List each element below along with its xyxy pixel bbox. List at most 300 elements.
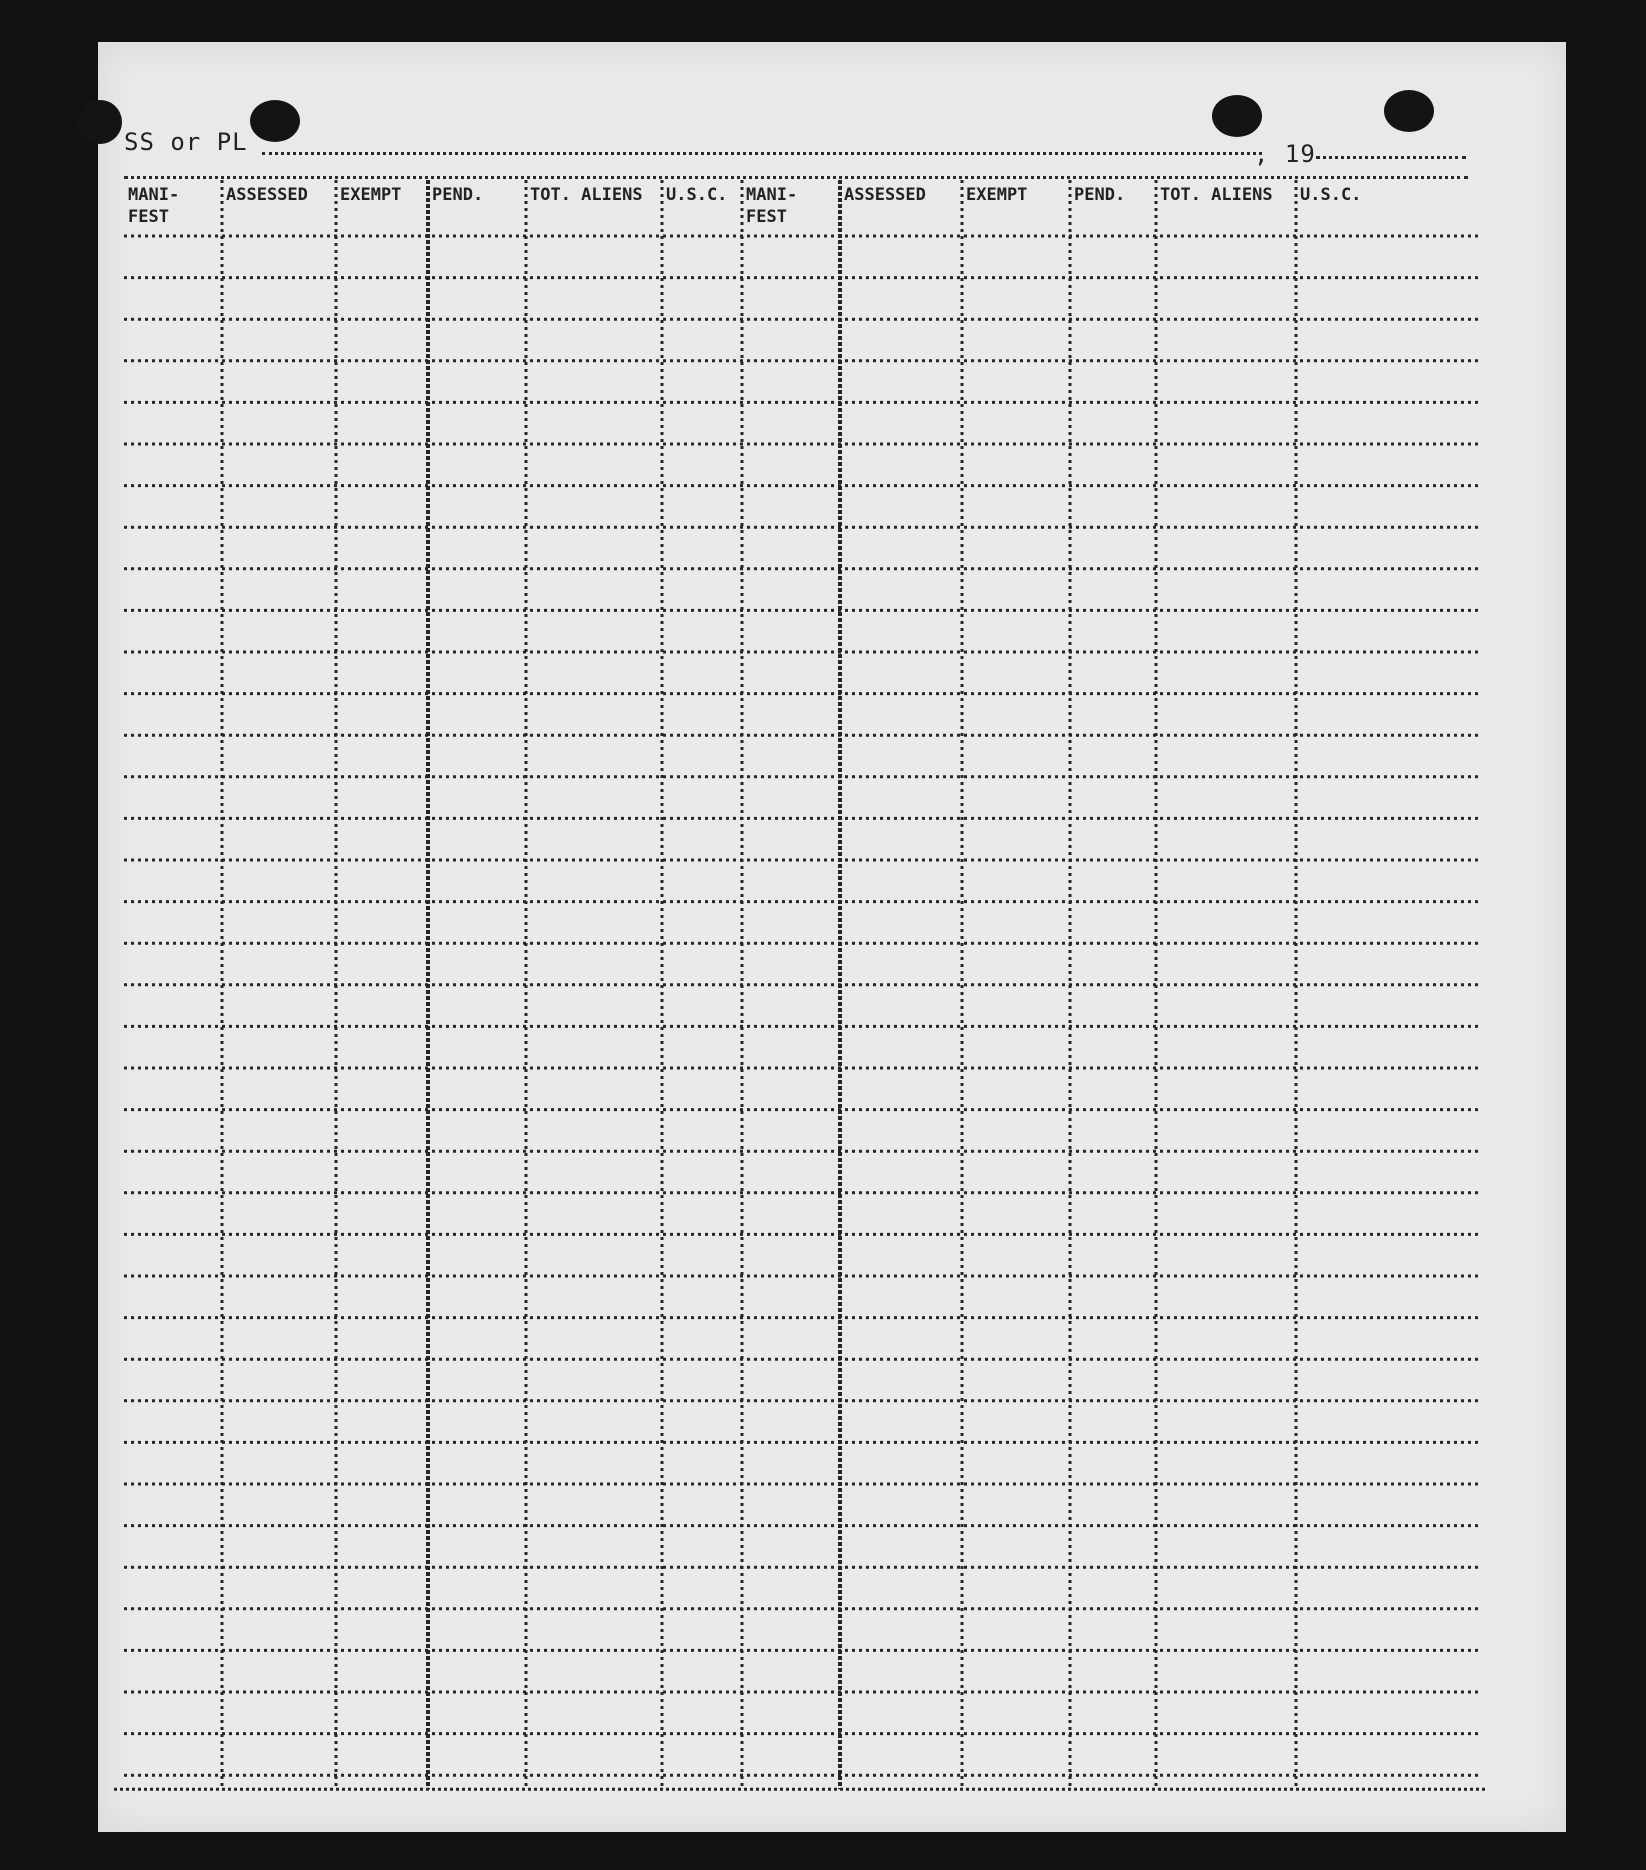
ledger-cell[interactable] bbox=[1158, 779, 1294, 817]
ledger-cell[interactable] bbox=[1298, 779, 1476, 817]
ledger-cell[interactable] bbox=[528, 1694, 660, 1732]
ledger-cell[interactable] bbox=[744, 1444, 838, 1482]
ledger-cell[interactable] bbox=[842, 862, 960, 900]
ledger-cell[interactable] bbox=[528, 1444, 660, 1482]
ledger-cell[interactable] bbox=[964, 945, 1068, 983]
ledger-cell[interactable] bbox=[744, 654, 838, 692]
ledger-cell[interactable] bbox=[1072, 1278, 1154, 1316]
ledger-cell[interactable] bbox=[430, 1195, 524, 1233]
ledger-cell[interactable] bbox=[1158, 1486, 1294, 1524]
ledger-cell[interactable] bbox=[1072, 571, 1154, 609]
ledger-cell[interactable] bbox=[842, 1195, 960, 1233]
ledger-cell[interactable] bbox=[528, 654, 660, 692]
ledger-cell[interactable] bbox=[964, 1403, 1068, 1441]
ledger-cell[interactable] bbox=[126, 363, 220, 401]
ledger-cell[interactable] bbox=[664, 1694, 740, 1732]
ledger-cell[interactable] bbox=[528, 1278, 660, 1316]
ledger-cell[interactable] bbox=[664, 654, 740, 692]
ledger-cell[interactable] bbox=[1158, 904, 1294, 942]
ledger-cell[interactable] bbox=[1298, 1070, 1476, 1108]
ledger-cell[interactable] bbox=[430, 612, 524, 650]
ledger-cell[interactable] bbox=[1298, 529, 1476, 567]
ledger-cell[interactable] bbox=[338, 1278, 426, 1316]
ledger-cell[interactable] bbox=[528, 571, 660, 609]
ledger-cell[interactable] bbox=[744, 612, 838, 650]
ledger-cell[interactable] bbox=[744, 1320, 838, 1358]
ledger-cell[interactable] bbox=[664, 363, 740, 401]
ledger-cell[interactable] bbox=[126, 1153, 220, 1191]
ledger-cell[interactable] bbox=[1298, 945, 1476, 983]
ledger-cell[interactable] bbox=[964, 1028, 1068, 1066]
ledger-cell[interactable] bbox=[338, 571, 426, 609]
ledger-cell[interactable] bbox=[224, 904, 334, 942]
ledger-cell[interactable] bbox=[338, 446, 426, 484]
ledger-cell[interactable] bbox=[430, 1028, 524, 1066]
ledger-cell[interactable] bbox=[430, 571, 524, 609]
ledger-cell[interactable] bbox=[1158, 737, 1294, 775]
ledger-cell[interactable] bbox=[1158, 1361, 1294, 1399]
ledger-cell[interactable] bbox=[126, 612, 220, 650]
ledger-cell[interactable] bbox=[744, 1195, 838, 1233]
ledger-cell[interactable] bbox=[842, 1569, 960, 1607]
ledger-cell[interactable] bbox=[1072, 1112, 1154, 1150]
ledger-cell[interactable] bbox=[338, 904, 426, 942]
ledger-cell[interactable] bbox=[430, 1611, 524, 1649]
ledger-cell[interactable] bbox=[1298, 1528, 1476, 1566]
ledger-cell[interactable] bbox=[528, 1569, 660, 1607]
ledger-cell[interactable] bbox=[744, 1403, 838, 1441]
ledger-cell[interactable] bbox=[1158, 238, 1294, 276]
ledger-cell[interactable] bbox=[224, 363, 334, 401]
ledger-cell[interactable] bbox=[338, 1736, 426, 1774]
ledger-cell[interactable] bbox=[224, 945, 334, 983]
ledger-cell[interactable] bbox=[528, 1486, 660, 1524]
ledger-cell[interactable] bbox=[842, 571, 960, 609]
ledger-cell[interactable] bbox=[842, 779, 960, 817]
ledger-cell[interactable] bbox=[224, 280, 334, 318]
ledger-cell[interactable] bbox=[528, 820, 660, 858]
ledger-cell[interactable] bbox=[664, 1112, 740, 1150]
ledger-cell[interactable] bbox=[430, 1320, 524, 1358]
ledger-cell[interactable] bbox=[842, 1278, 960, 1316]
ledger-cell[interactable] bbox=[126, 321, 220, 359]
ledger-cell[interactable] bbox=[224, 321, 334, 359]
ledger-cell[interactable] bbox=[224, 1528, 334, 1566]
ledger-cell[interactable] bbox=[744, 280, 838, 318]
ledger-cell[interactable] bbox=[126, 1236, 220, 1274]
ledger-cell[interactable] bbox=[528, 987, 660, 1025]
ledger-cell[interactable] bbox=[964, 1236, 1068, 1274]
ledger-cell[interactable] bbox=[224, 1611, 334, 1649]
ledger-cell[interactable] bbox=[964, 1736, 1068, 1774]
ledger-cell[interactable] bbox=[1072, 945, 1154, 983]
ledger-cell[interactable] bbox=[744, 488, 838, 526]
ledger-cell[interactable] bbox=[1158, 1652, 1294, 1690]
ledger-cell[interactable] bbox=[664, 1153, 740, 1191]
ledger-cell[interactable] bbox=[126, 1528, 220, 1566]
ledger-cell[interactable] bbox=[430, 1112, 524, 1150]
ledger-cell[interactable] bbox=[528, 529, 660, 567]
ledger-cell[interactable] bbox=[126, 904, 220, 942]
ledger-cell[interactable] bbox=[664, 945, 740, 983]
ledger-cell[interactable] bbox=[528, 363, 660, 401]
ledger-cell[interactable] bbox=[1072, 1528, 1154, 1566]
ledger-cell[interactable] bbox=[744, 1236, 838, 1274]
ledger-cell[interactable] bbox=[1072, 1694, 1154, 1732]
ledger-cell[interactable] bbox=[224, 1361, 334, 1399]
ledger-cell[interactable] bbox=[842, 987, 960, 1025]
ledger-cell[interactable] bbox=[338, 1320, 426, 1358]
ledger-cell[interactable] bbox=[1072, 1195, 1154, 1233]
ledger-cell[interactable] bbox=[964, 321, 1068, 359]
ledger-cell[interactable] bbox=[964, 1652, 1068, 1690]
ledger-cell[interactable] bbox=[744, 238, 838, 276]
ledger-cell[interactable] bbox=[338, 1569, 426, 1607]
ledger-cell[interactable] bbox=[1298, 1652, 1476, 1690]
ledger-cell[interactable] bbox=[430, 1070, 524, 1108]
ledger-cell[interactable] bbox=[430, 945, 524, 983]
ledger-cell[interactable] bbox=[430, 1694, 524, 1732]
ledger-cell[interactable] bbox=[964, 820, 1068, 858]
ledger-cell[interactable] bbox=[528, 280, 660, 318]
ledger-cell[interactable] bbox=[1298, 904, 1476, 942]
ledger-cell[interactable] bbox=[430, 1736, 524, 1774]
ledger-cell[interactable] bbox=[224, 571, 334, 609]
ledger-cell[interactable] bbox=[1158, 363, 1294, 401]
ledger-cell[interactable] bbox=[430, 654, 524, 692]
ledger-cell[interactable] bbox=[224, 488, 334, 526]
ledger-cell[interactable] bbox=[1298, 862, 1476, 900]
ledger-cell[interactable] bbox=[664, 404, 740, 442]
ledger-cell[interactable] bbox=[126, 696, 220, 734]
ledger-cell[interactable] bbox=[224, 1028, 334, 1066]
ledger-cell[interactable] bbox=[224, 529, 334, 567]
ledger-cell[interactable] bbox=[842, 1736, 960, 1774]
ledger-cell[interactable] bbox=[126, 1486, 220, 1524]
ledger-cell[interactable] bbox=[1158, 1403, 1294, 1441]
ledger-cell[interactable] bbox=[430, 529, 524, 567]
ledger-cell[interactable] bbox=[430, 1486, 524, 1524]
ledger-cell[interactable] bbox=[224, 1569, 334, 1607]
ledger-cell[interactable] bbox=[126, 1195, 220, 1233]
ledger-cell[interactable] bbox=[528, 1611, 660, 1649]
ledger-cell[interactable] bbox=[338, 779, 426, 817]
ledger-cell[interactable] bbox=[1158, 820, 1294, 858]
ledger-cell[interactable] bbox=[744, 1569, 838, 1607]
ledger-cell[interactable] bbox=[1298, 1361, 1476, 1399]
ledger-cell[interactable] bbox=[338, 1070, 426, 1108]
ledger-cell[interactable] bbox=[842, 1070, 960, 1108]
ledger-cell[interactable] bbox=[430, 1569, 524, 1607]
ledger-cell[interactable] bbox=[964, 1195, 1068, 1233]
ledger-cell[interactable] bbox=[1158, 446, 1294, 484]
ledger-cell[interactable] bbox=[528, 862, 660, 900]
ledger-cell[interactable] bbox=[338, 612, 426, 650]
ledger-cell[interactable] bbox=[224, 737, 334, 775]
ledger-cell[interactable] bbox=[224, 1320, 334, 1358]
ledger-cell[interactable] bbox=[964, 529, 1068, 567]
ledger-cell[interactable] bbox=[744, 1486, 838, 1524]
ledger-cell[interactable] bbox=[224, 779, 334, 817]
ledger-cell[interactable] bbox=[126, 987, 220, 1025]
ledger-cell[interactable] bbox=[1072, 1611, 1154, 1649]
ledger-cell[interactable] bbox=[1298, 987, 1476, 1025]
ledger-cell[interactable] bbox=[664, 987, 740, 1025]
ledger-cell[interactable] bbox=[1298, 321, 1476, 359]
ledger-cell[interactable] bbox=[664, 238, 740, 276]
ledger-cell[interactable] bbox=[126, 488, 220, 526]
ledger-cell[interactable] bbox=[430, 1403, 524, 1441]
ledger-cell[interactable] bbox=[430, 862, 524, 900]
ledger-cell[interactable] bbox=[1158, 1611, 1294, 1649]
ledger-cell[interactable] bbox=[964, 1112, 1068, 1150]
ledger-cell[interactable] bbox=[842, 529, 960, 567]
ledger-cell[interactable] bbox=[224, 1652, 334, 1690]
ledger-cell[interactable] bbox=[1072, 779, 1154, 817]
ledger-cell[interactable] bbox=[664, 1361, 740, 1399]
ledger-cell[interactable] bbox=[744, 1112, 838, 1150]
ledger-cell[interactable] bbox=[842, 488, 960, 526]
ledger-cell[interactable] bbox=[1072, 904, 1154, 942]
ledger-cell[interactable] bbox=[1298, 1195, 1476, 1233]
ledger-cell[interactable] bbox=[1158, 612, 1294, 650]
ledger-cell[interactable] bbox=[338, 404, 426, 442]
ledger-cell[interactable] bbox=[664, 529, 740, 567]
ledger-cell[interactable] bbox=[744, 1528, 838, 1566]
ledger-cell[interactable] bbox=[744, 1736, 838, 1774]
ledger-cell[interactable] bbox=[1072, 1153, 1154, 1191]
ledger-cell[interactable] bbox=[664, 280, 740, 318]
ledger-cell[interactable] bbox=[126, 1569, 220, 1607]
ledger-cell[interactable] bbox=[430, 1236, 524, 1274]
ledger-cell[interactable] bbox=[1072, 1486, 1154, 1524]
ledger-cell[interactable] bbox=[842, 612, 960, 650]
ledger-cell[interactable] bbox=[224, 1195, 334, 1233]
ledger-cell[interactable] bbox=[430, 363, 524, 401]
ledger-cell[interactable] bbox=[664, 737, 740, 775]
ledger-cell[interactable] bbox=[224, 654, 334, 692]
ledger-cell[interactable] bbox=[528, 1028, 660, 1066]
ledger-cell[interactable] bbox=[528, 1070, 660, 1108]
ledger-cell[interactable] bbox=[338, 1236, 426, 1274]
ledger-cell[interactable] bbox=[338, 654, 426, 692]
ledger-cell[interactable] bbox=[224, 446, 334, 484]
ledger-cell[interactable] bbox=[430, 446, 524, 484]
ledger-cell[interactable] bbox=[126, 737, 220, 775]
ledger-cell[interactable] bbox=[430, 904, 524, 942]
ledger-cell[interactable] bbox=[126, 1694, 220, 1732]
ledger-cell[interactable] bbox=[664, 1528, 740, 1566]
ledger-cell[interactable] bbox=[1158, 862, 1294, 900]
ledger-cell[interactable] bbox=[1072, 1444, 1154, 1482]
ledger-cell[interactable] bbox=[964, 904, 1068, 942]
ledger-cell[interactable] bbox=[430, 238, 524, 276]
ledger-cell[interactable] bbox=[430, 1652, 524, 1690]
ledger-cell[interactable] bbox=[1298, 1569, 1476, 1607]
ledger-cell[interactable] bbox=[126, 529, 220, 567]
ledger-cell[interactable] bbox=[126, 280, 220, 318]
ledger-cell[interactable] bbox=[1072, 696, 1154, 734]
ledger-cell[interactable] bbox=[1298, 820, 1476, 858]
ledger-cell[interactable] bbox=[338, 1028, 426, 1066]
ledger-cell[interactable] bbox=[842, 1112, 960, 1150]
ledger-cell[interactable] bbox=[744, 1361, 838, 1399]
ledger-cell[interactable] bbox=[126, 1611, 220, 1649]
ledger-cell[interactable] bbox=[126, 1278, 220, 1316]
ledger-cell[interactable] bbox=[1298, 1153, 1476, 1191]
ledger-cell[interactable] bbox=[528, 1528, 660, 1566]
ledger-cell[interactable] bbox=[664, 1320, 740, 1358]
ledger-cell[interactable] bbox=[430, 1444, 524, 1482]
ledger-cell[interactable] bbox=[1072, 1569, 1154, 1607]
ledger-cell[interactable] bbox=[338, 1652, 426, 1690]
ledger-cell[interactable] bbox=[664, 1403, 740, 1441]
ledger-cell[interactable] bbox=[126, 779, 220, 817]
ledger-cell[interactable] bbox=[664, 1652, 740, 1690]
ledger-cell[interactable] bbox=[1158, 571, 1294, 609]
ledger-cell[interactable] bbox=[1298, 1028, 1476, 1066]
ledger-cell[interactable] bbox=[842, 1652, 960, 1690]
ledger-cell[interactable] bbox=[964, 446, 1068, 484]
ledger-cell[interactable] bbox=[1072, 488, 1154, 526]
ledger-cell[interactable] bbox=[430, 737, 524, 775]
ledger-cell[interactable] bbox=[1298, 696, 1476, 734]
ledger-cell[interactable] bbox=[224, 1153, 334, 1191]
ledger-cell[interactable] bbox=[224, 1278, 334, 1316]
ledger-cell[interactable] bbox=[224, 696, 334, 734]
ledger-cell[interactable] bbox=[1298, 1403, 1476, 1441]
ledger-cell[interactable] bbox=[1158, 404, 1294, 442]
ledger-cell[interactable] bbox=[338, 1694, 426, 1732]
ledger-cell[interactable] bbox=[744, 404, 838, 442]
ledger-cell[interactable] bbox=[964, 987, 1068, 1025]
ledger-cell[interactable] bbox=[1072, 612, 1154, 650]
ledger-cell[interactable] bbox=[664, 1236, 740, 1274]
ledger-cell[interactable] bbox=[964, 363, 1068, 401]
ledger-cell[interactable] bbox=[664, 488, 740, 526]
ledger-cell[interactable] bbox=[224, 612, 334, 650]
ledger-cell[interactable] bbox=[126, 404, 220, 442]
ledger-cell[interactable] bbox=[1158, 1153, 1294, 1191]
ledger-cell[interactable] bbox=[338, 363, 426, 401]
ledger-cell[interactable] bbox=[528, 1320, 660, 1358]
ledger-cell[interactable] bbox=[126, 1652, 220, 1690]
ledger-cell[interactable] bbox=[338, 321, 426, 359]
ledger-cell[interactable] bbox=[664, 1611, 740, 1649]
ledger-cell[interactable] bbox=[430, 488, 524, 526]
ledger-cell[interactable] bbox=[1072, 280, 1154, 318]
ledger-cell[interactable] bbox=[224, 862, 334, 900]
ledger-cell[interactable] bbox=[1298, 612, 1476, 650]
ledger-cell[interactable] bbox=[1072, 654, 1154, 692]
ledger-cell[interactable] bbox=[1298, 238, 1476, 276]
ledger-cell[interactable] bbox=[744, 1278, 838, 1316]
ledger-cell[interactable] bbox=[338, 862, 426, 900]
ledger-cell[interactable] bbox=[842, 1403, 960, 1441]
ledger-cell[interactable] bbox=[842, 1153, 960, 1191]
ledger-cell[interactable] bbox=[1158, 1278, 1294, 1316]
ledger-cell[interactable] bbox=[664, 1444, 740, 1482]
ledger-cell[interactable] bbox=[1158, 1444, 1294, 1482]
ledger-cell[interactable] bbox=[338, 1611, 426, 1649]
ledger-cell[interactable] bbox=[1158, 1320, 1294, 1358]
ledger-cell[interactable] bbox=[744, 820, 838, 858]
ledger-cell[interactable] bbox=[528, 1736, 660, 1774]
ledger-cell[interactable] bbox=[338, 238, 426, 276]
ledger-cell[interactable] bbox=[430, 1278, 524, 1316]
ledger-cell[interactable] bbox=[1158, 529, 1294, 567]
ledger-cell[interactable] bbox=[1072, 1361, 1154, 1399]
ledger-cell[interactable] bbox=[664, 779, 740, 817]
ledger-cell[interactable] bbox=[964, 862, 1068, 900]
ledger-cell[interactable] bbox=[1072, 404, 1154, 442]
ledger-cell[interactable] bbox=[126, 1736, 220, 1774]
ledger-cell[interactable] bbox=[224, 1112, 334, 1150]
ledger-cell[interactable] bbox=[744, 363, 838, 401]
ledger-cell[interactable] bbox=[964, 779, 1068, 817]
ledger-cell[interactable] bbox=[744, 446, 838, 484]
ledger-cell[interactable] bbox=[842, 1028, 960, 1066]
ledger-cell[interactable] bbox=[1158, 1195, 1294, 1233]
ledger-cell[interactable] bbox=[744, 1611, 838, 1649]
ledger-cell[interactable] bbox=[744, 1652, 838, 1690]
ledger-cell[interactable] bbox=[964, 1444, 1068, 1482]
ledger-cell[interactable] bbox=[224, 1236, 334, 1274]
ledger-cell[interactable] bbox=[1158, 1236, 1294, 1274]
ledger-cell[interactable] bbox=[338, 1403, 426, 1441]
ledger-cell[interactable] bbox=[1158, 1736, 1294, 1774]
ledger-cell[interactable] bbox=[1158, 321, 1294, 359]
ledger-cell[interactable] bbox=[964, 1569, 1068, 1607]
ledger-cell[interactable] bbox=[338, 1361, 426, 1399]
ledger-cell[interactable] bbox=[528, 1112, 660, 1150]
ledger-cell[interactable] bbox=[664, 1195, 740, 1233]
ledger-cell[interactable] bbox=[664, 1070, 740, 1108]
ledger-cell[interactable] bbox=[430, 820, 524, 858]
ledger-cell[interactable] bbox=[338, 1486, 426, 1524]
ledger-cell[interactable] bbox=[224, 1736, 334, 1774]
ledger-cell[interactable] bbox=[1298, 1694, 1476, 1732]
ledger-cell[interactable] bbox=[528, 1153, 660, 1191]
ledger-cell[interactable] bbox=[1072, 1236, 1154, 1274]
ledger-cell[interactable] bbox=[528, 446, 660, 484]
ledger-cell[interactable] bbox=[126, 1444, 220, 1482]
ledger-cell[interactable] bbox=[1298, 446, 1476, 484]
ledger-cell[interactable] bbox=[1072, 1403, 1154, 1441]
ledger-cell[interactable] bbox=[126, 1320, 220, 1358]
ledger-cell[interactable] bbox=[126, 571, 220, 609]
ledger-cell[interactable] bbox=[1072, 529, 1154, 567]
ledger-cell[interactable] bbox=[664, 321, 740, 359]
ledger-cell[interactable] bbox=[744, 529, 838, 567]
ledger-cell[interactable] bbox=[842, 820, 960, 858]
ledger-cell[interactable] bbox=[744, 904, 838, 942]
ledger-cell[interactable] bbox=[224, 404, 334, 442]
ledger-cell[interactable] bbox=[964, 1611, 1068, 1649]
ledger-cell[interactable] bbox=[964, 1361, 1068, 1399]
ledger-cell[interactable] bbox=[430, 779, 524, 817]
ledger-cell[interactable] bbox=[664, 1486, 740, 1524]
ledger-cell[interactable] bbox=[430, 1153, 524, 1191]
ledger-cell[interactable] bbox=[528, 696, 660, 734]
ledger-cell[interactable] bbox=[430, 1361, 524, 1399]
ledger-cell[interactable] bbox=[1072, 1028, 1154, 1066]
ledger-cell[interactable] bbox=[430, 404, 524, 442]
ledger-cell[interactable] bbox=[1298, 654, 1476, 692]
ledger-cell[interactable] bbox=[430, 321, 524, 359]
ledger-cell[interactable] bbox=[338, 1444, 426, 1482]
ledger-cell[interactable] bbox=[224, 1486, 334, 1524]
